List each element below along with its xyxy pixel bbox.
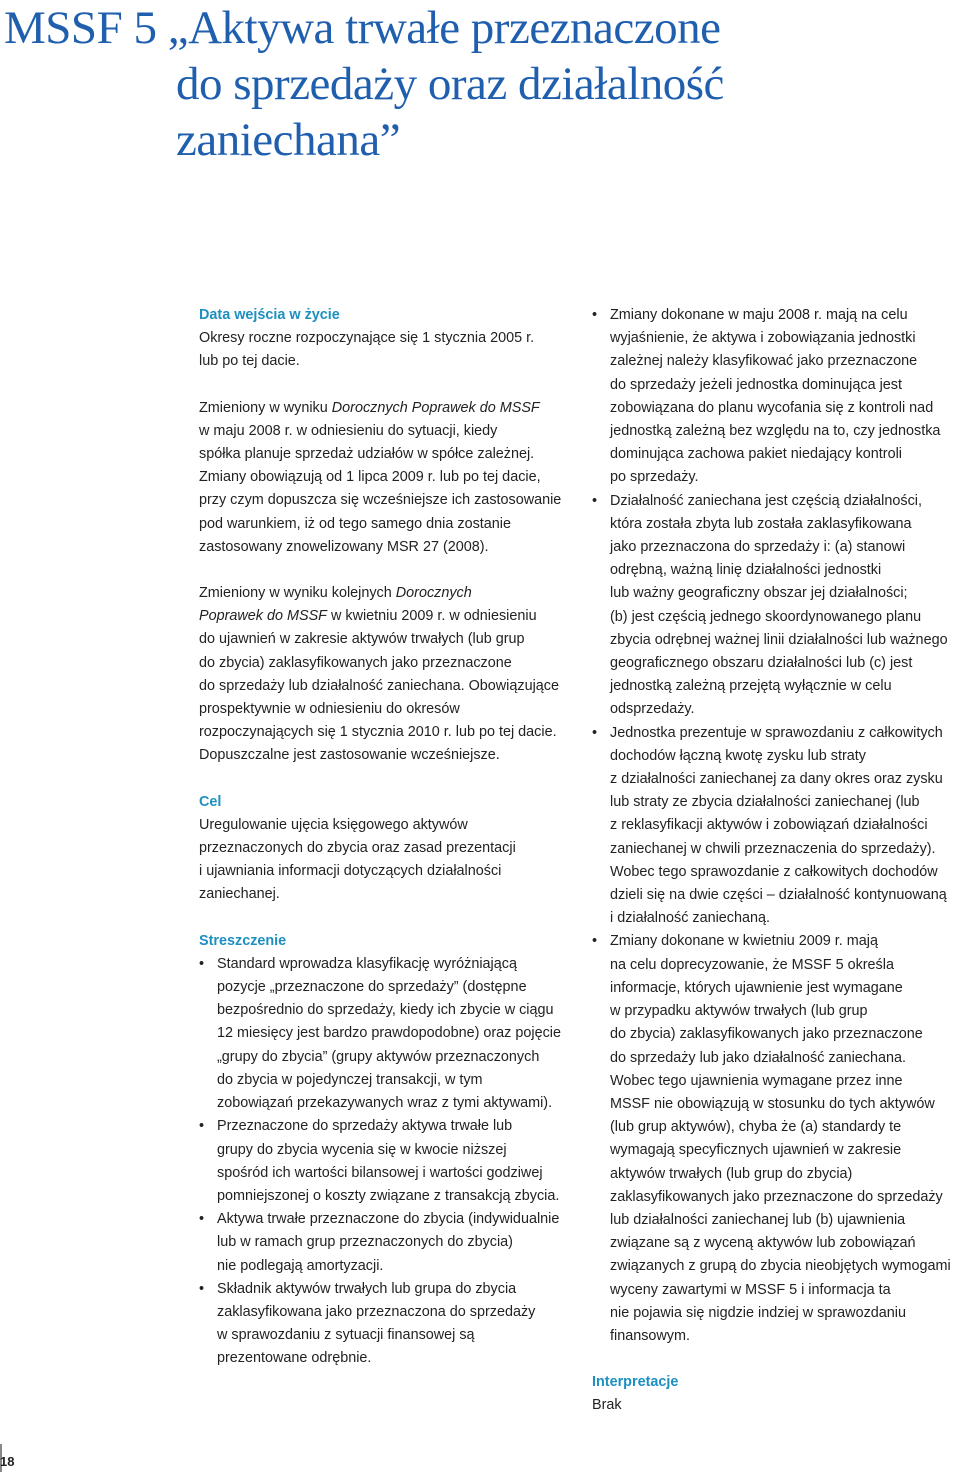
right-column <box>592 304 960 1418</box>
bullet-icon: • <box>199 1280 205 1297</box>
title-line-2: do sprzedaży oraz działalność <box>176 58 724 110</box>
effective-date-paragraph-1: Okresy roczne rozpoczynające się 1 stycznia 2005 r. lub po tej dacie. <box>199 330 535 370</box>
summary-heading: Streszczenie <box>199 932 287 949</box>
bullet-icon: • <box>592 492 598 509</box>
effective-date-paragraph-3: Zmieniony w wyniku kolejnych Dorocznych Poprawek do MSSF w kwietniu 2009 r. w odniesieniu do ujawnień w zakresie aktywów trwałych (lub grup do zbycia) zaklasyfikowanych jako przeznaczone do sprzedaży lub działalność zaniechana. Obowiązujące prospektywnie w odniesieniu do okresów rozpoczynających się 1 stycznia 2010 r. lub po tej dacie. Dopuszczalne jest zastosowanie wcześniejsze. <box>199 585 559 764</box>
changes-item: • Zmiany dokonane w kwietniu 2009 r. mają na celu doprecyzowanie, że MSSF 5 określa informacje, których ujawnienie jest wymagane w przypadku aktywów trwałych (lub grup do zbycia) zaklasyfikowanych jako przeznaczone do sprzedaży lub jako działalność zaniechana. Wobec tego ujawnienia wymagane przez inne MSSF nie obowiązują w stosunku do tych aktywów (lub grup aktywów), chyba że (a) standardy te wymagają specyficznych ujawnień w zakresie aktywów trwałych (lub grup do zbycia) zaklasyfikowanych jako przeznaczone do sprzedaży lub działalności zaniechanej lub (b) ujawnienia związane są z wyceną aktywów lub zobowiązań związanych z grupą do zbycia nieobjętych wymogami wyceny zawartymi w MSSF 5 i informacja ta nie pojawia się nigdzie indziej w sprawozdaniu finansowym. <box>592 930 960 1348</box>
changes-item: • Działalność zaniechana jest częścią działalności, która została zbyta lub została zaklasyfikowana jako przeznaczona do sprzedaży i: (a) stanowi odrębną, ważną linię działalności jednostki lub ważny geograficzny obszar jej działalności; (b) jest częścią jednego skoordynowanego planu zbycia odrębnej ważnej linii działalności lub ważnego geograficznego obszaru działalności lub (c) jest jednostką zależną przejętą wyłącznie w celu odsprzedaży. <box>592 490 960 722</box>
changes-list <box>592 304 960 1348</box>
objective-paragraph: Uregulowanie ujęcia księgowego aktywów przeznaczonych do zbycia oraz zasad prezentacji i ujawniania informacji dotyczących działalności zaniechanej. <box>199 816 516 903</box>
effective-date-heading: Data wejścia w życie <box>199 307 340 323</box>
bullet-icon: • <box>592 307 598 323</box>
interpretations-text: Brak <box>592 1397 622 1414</box>
summary-item: • Składnik aktywów trwałych lub grupa do zbycia zaklasyfikowana jako przeznaczona do sprzedaży w sprawozdaniu z sytuacji finansowej są prezentowane odrębnie. <box>199 1278 579 1371</box>
title-line-3: zaniechana” <box>176 114 401 166</box>
bullet-icon: • <box>199 1118 205 1135</box>
bullet-icon: • <box>199 1211 205 1228</box>
effective-date-paragraph-2: Zmieniony w wyniku Dorocznych Poprawek do MSSF w maju 2008 r. w odniesieniu do sytuacji, kiedy spółka planuje sprzedaż udziałów w spółce zależnej. Zmiany obowiązują od 1 lipca 2009 r. lub po tej dacie, przy czym dopuszcza się wcześniejsze ich zastosowanie pod warunkiem, iż od tego samego dnia zostanie zastosowany znowelizowany MSR 27 (2008). <box>199 399 562 555</box>
left-column <box>199 304 579 1371</box>
changes-item: • Zmiany dokonane w maju 2008 r. mają na celu wyjaśnienie, że aktywa i zobowiązania jednostki zależnej należy klasyfikować jako przeznaczone do sprzedaży jeżeli jednostka dominująca jest zobowiązana do planu wycofania się z kontroli nad jednostką zależną bez względu na to, czy jednostka dominująca zachowa pakiet niedający kontroli po sprzedaży. <box>592 304 960 490</box>
interpretations-heading: Interpretacje <box>592 1374 679 1391</box>
bullet-icon: • <box>592 933 598 950</box>
bullet-icon: • <box>592 724 598 741</box>
page-title <box>4 0 904 168</box>
changes-item: • Jednostka prezentuje w sprawozdaniu z całkowitych dochodów łączną kwotę zysku lub straty z działalności zaniechanej za dany okres oraz zysku lub straty ze zbycia działalności zaniechanej (lub z reklasyfikacji aktywów i zobowiązań działalności zaniechanej w chwili przeznaczenia do sprzedaży). Wobec tego sprawozdanie z całkowitych dochodów dzieli się na dwie części – działalność kontynuowaną i działalność zaniechaną. <box>592 722 960 931</box>
summary-item: • Standard wprowadza klasyfikację wyróżniającą pozycje „przeznaczone do sprzedaży” (dostępne bezpośrednio do sprzedaży, kiedy ich zbycie w ciągu 12 miesięcy jest bardzo prawdopodobne) oraz pojęcie „grupy do zbycia” (grupy aktywów przeznaczonych do zbycia w pojedynczej transakcji, w tym zobowiązań przekazywanych wraz z tymi aktywami). <box>199 953 579 1115</box>
summary-item: • Aktywa trwałe przeznaczone do zbycia (indywidualnie lub w ramach grup przeznaczonych do zbycia) nie podlegają amortyzacji. <box>199 1208 579 1278</box>
page-number: 18 <box>0 1454 15 1469</box>
title-line-1: MSSF 5 „Aktywa trwałe przeznaczone <box>4 2 721 54</box>
summary-item: • Przeznaczone do sprzedaży aktywa trwałe lub grupy do zbycia wycenia się w kwocie niższej spośród ich wartości bilansowej i wartości godziwej pomniejszonej o koszty związane z transakcją zbycia. <box>199 1115 579 1208</box>
summary-list <box>199 953 579 1371</box>
bullet-icon: • <box>199 955 205 972</box>
objective-heading: Cel <box>199 793 222 810</box>
